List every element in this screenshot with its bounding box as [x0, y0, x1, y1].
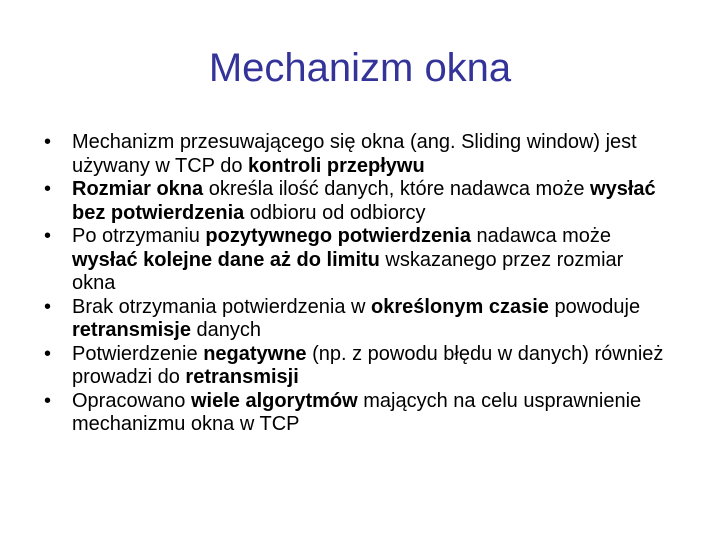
bullet-item	[0, 343, 720, 390]
text-segment: danych	[190, 319, 262, 341]
text-segment: Po otrzymaniu	[72, 225, 206, 247]
bold-text-segment: kontroli przepływu	[248, 154, 425, 177]
bullet-marker: •	[44, 131, 52, 153]
text-segment: odbioru od odbiorcy	[244, 201, 426, 224]
text-segment: wskazanego przez rozmiar okna	[72, 248, 624, 294]
bullet-list	[0, 131, 720, 437]
bullet-marker: •	[44, 389, 52, 412]
bold-text-segment: retransmisje	[72, 319, 191, 341]
text-segment: określa ilość danych, które nadawca może	[203, 178, 591, 200]
bold-text-segment: wysłać kolejne dane aż do limitu	[72, 248, 380, 271]
text-segment: (np. z powodu błędu w danych) również prowadzi do	[72, 342, 664, 388]
bullet-item	[0, 390, 720, 437]
text-segment: Mechanizm przesuwającego się okna (ang. Sliding window) jest używany w TCP do	[72, 131, 637, 177]
bullet-marker: •	[44, 295, 52, 318]
bold-text-segment: Rozmiar okna	[72, 178, 204, 200]
text-segment: Opracowano	[72, 389, 191, 412]
bullet-marker: •	[44, 225, 52, 247]
slide-title: Mechanizm okna	[208, 46, 512, 90]
bullet-item	[0, 131, 720, 178]
bullet-marker: •	[44, 342, 52, 365]
bullet-item	[0, 178, 720, 225]
bullet-item	[0, 296, 720, 343]
text-segment: Brak otrzymania potwierdzenia w	[72, 295, 372, 318]
bold-text-segment: pozytywnego potwierdzenia	[205, 225, 471, 247]
bullet-marker: •	[44, 178, 52, 200]
text-segment: nadawca może	[470, 225, 612, 247]
text-segment: Potwierdzenie	[72, 342, 204, 365]
bold-text-segment: określonym czasie	[371, 295, 549, 318]
bullet-item	[0, 225, 720, 296]
bold-text-segment: negatywne	[203, 342, 307, 365]
bold-text-segment: retransmisji	[185, 366, 299, 388]
text-segment: mających na celu usprawnienie mechanizmu okna w TCP	[72, 389, 642, 435]
text-segment: powoduje	[548, 295, 641, 318]
bold-text-segment: wiele algorytmów	[190, 389, 358, 412]
bold-text-segment: wysłać bez potwierdzenia	[72, 178, 656, 224]
